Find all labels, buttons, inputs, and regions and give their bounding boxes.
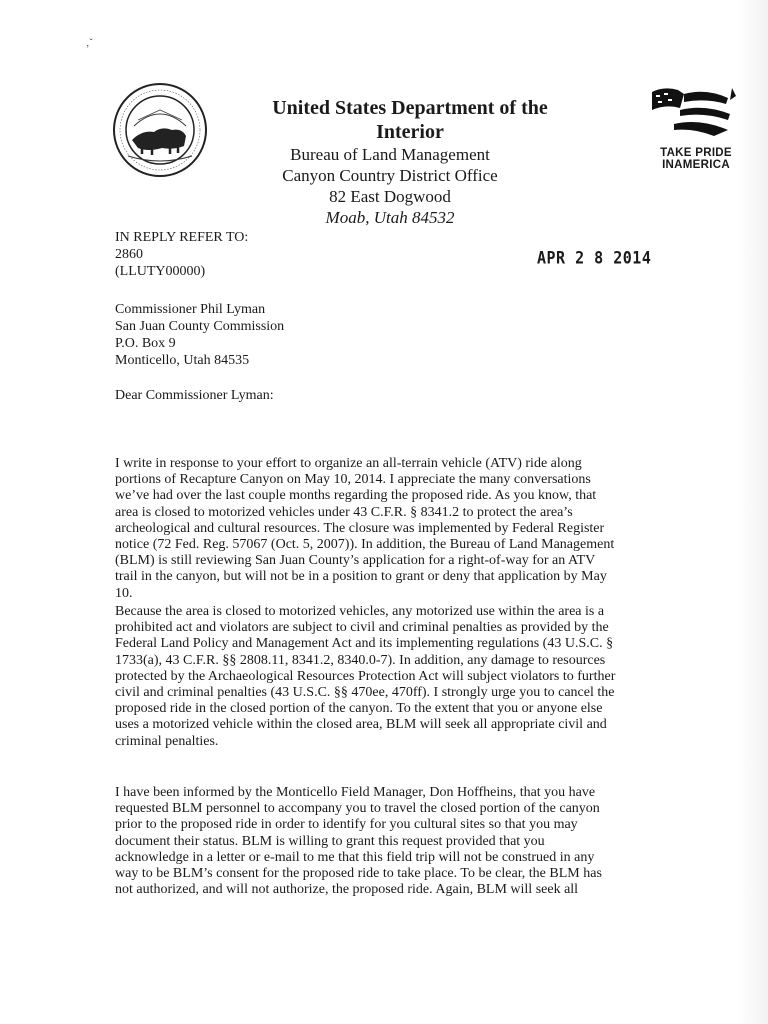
scan-mark: ‚ˇ (86, 38, 93, 49)
text-line: portions of Recapture Canyon on May 10, 2014. I appreciate the many conversations (115, 472, 591, 488)
recipient-org: San Juan County Commission (115, 319, 285, 334)
take-pride-logo-text (646, 147, 746, 171)
text-line: I have been informed by the Monticello Field Manager, Don Hoffheins, that you have (115, 785, 596, 800)
text-line: document their status. BLM is willing to grant this request provided that you (115, 833, 545, 849)
department-name: United States Department of the Interior (272, 97, 548, 143)
text-line: trail in the canyon, but will not be in a position to grant or deny that application by May (115, 569, 607, 585)
office-code: (LLUTY00000) (115, 264, 206, 279)
bureau-name: Bureau of Land Management (290, 145, 490, 164)
office-city: Moab, Utah 84532 (325, 208, 455, 227)
paragraph-1 (115, 456, 660, 602)
text-line: 1733(a), 43 C.F.R. §§ 2808.11, 8341.2, 8340.0-7). In addition, any damage to resources (115, 652, 606, 668)
text-line: Federal Land Policy and Management Act and its implementing regulations (43 U.S.C. § (115, 636, 614, 652)
text-line: 10. (115, 585, 133, 601)
paragraph-3 (115, 785, 660, 898)
text-line: Because the area is closed to motorized vehicles, any motorized use within the area is a (115, 604, 605, 619)
scan-edge-shadow (738, 0, 768, 1024)
text-line: notice (72 Fed. Reg. 57067 (Oct. 5, 2007)). In addition, the Bureau of Land Management (115, 537, 615, 553)
paragraph-2 (115, 604, 660, 750)
recipient-box: P.O. Box 9 (115, 336, 176, 351)
reference-block (115, 229, 248, 280)
text-line: I write in response to your effort to organize an all-terrain vehicle (ATV) ride along (115, 456, 582, 471)
letterhead (200, 96, 580, 228)
text-line: prohibited act and violators are subject to civil and criminal penalties as provided by the (115, 620, 609, 636)
text-line: archeological and cultural resources. The closure was implemented by Federal Register (115, 520, 605, 536)
office-street: 82 East Dogwood (329, 187, 451, 206)
reference-code: 2860 (115, 247, 143, 262)
text-line: (BLM) is still reviewing San Juan County’s application for a right-of-way for an ATV (115, 553, 596, 569)
text-line: we’ve had over the last couple months regarding the proposed ride. As you know, that (115, 488, 597, 504)
text-line: criminal penalties. (115, 733, 219, 749)
logo-line-1: TAKE PRIDE (660, 147, 732, 159)
text-line: civil and criminal penalties (43 U.S.C. §§ 470ee, 470ff). I strongly urge you to cancel the (115, 685, 615, 701)
text-line: prior to the proposed ride in order to identify for you cultural sites so that you may (115, 817, 578, 833)
text-line: proposed ride in the closed portion of the canyon. To the extent that you or anyone else (115, 701, 603, 717)
text-line: protected by the Archaeological Resources Protection Act will subject violators to further (115, 668, 616, 684)
date-stamp: APR 2 8 2014 (537, 248, 652, 268)
recipient-address (115, 301, 284, 369)
reply-refer-label: IN REPLY REFER TO: (115, 230, 249, 245)
text-line: area is closed to motorized vehicles under 43 C.F.R. § 8341.2 to protect the area’s (115, 504, 573, 520)
text-line: uses a motorized vehicle within the closed area, BLM will seek all appropriate civil and (115, 717, 607, 733)
text-line: not authorized, and will not authorize, the proposed ride. Again, BLM will seek all (115, 882, 579, 898)
text-line: acknowledge in a letter or e-mail to me that this field trip will not be construed in any (115, 849, 595, 865)
department-seal-icon (112, 82, 208, 178)
recipient-name: Commissioner Phil Lyman (115, 302, 266, 317)
text-line: requested BLM personnel to accompany you to travel the closed portion of the canyon (115, 801, 600, 817)
logo-line-2: INAMERICA (662, 159, 730, 171)
office-name: Canyon Country District Office (282, 166, 498, 185)
text-line: way to be BLM’s consent for the proposed ride to take place. To be clear, the BLM has (115, 866, 602, 882)
salutation: Dear Commissioner Lyman: (115, 388, 274, 403)
recipient-city: Monticello, Utah 84535 (115, 353, 250, 368)
